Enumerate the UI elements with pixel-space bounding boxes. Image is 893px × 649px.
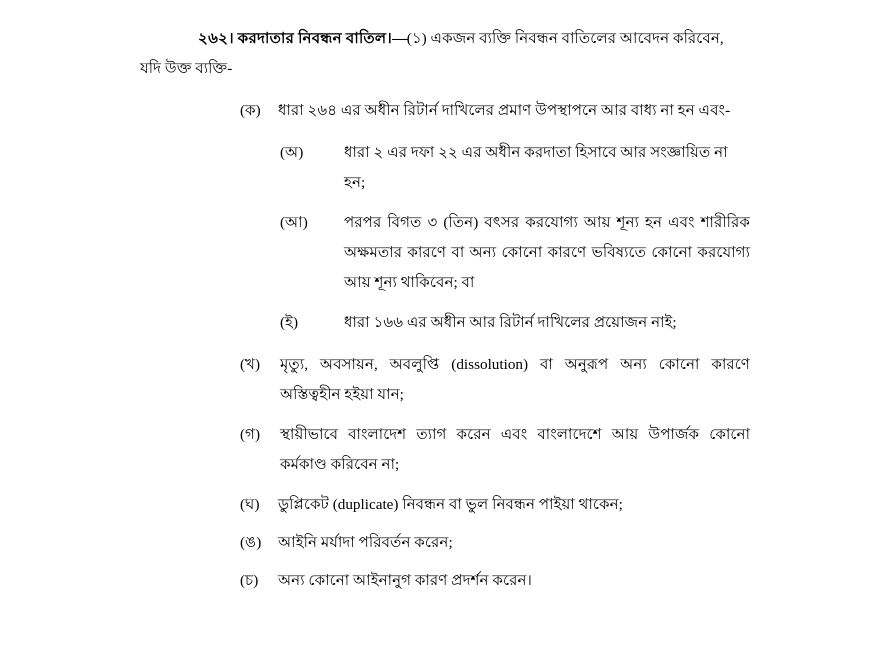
clause-line: মৃত্যু, অবসায়ন, অবলুপ্তি (dissolution) বা অনুরূপ অন্য কোনো কারণে (280, 356, 750, 373)
clause-line: অন্য কোনো আইনানুগ কারণ প্রদর্শন করেন। (278, 572, 532, 589)
lead-in-text-line1: একজন ব্যক্তি নিবন্ধন বাতিলের আবেদন করিবেন, (430, 30, 724, 47)
clause-uma (240, 528, 750, 558)
clause-kha (240, 350, 750, 410)
subsection-number: (১) (406, 30, 427, 47)
subclause-line: অক্ষমতার কারণে বা অন্য কোনো কারণে ভবিষ্যতে কোনো করযোগ্য (344, 244, 750, 261)
clause-list (140, 96, 750, 596)
clause-gha (240, 490, 750, 520)
clause-marker: (খ) (240, 356, 261, 373)
subclause-text (344, 208, 750, 298)
subclause-marker: (ই) (280, 314, 299, 331)
subclause-marker: (অ) (280, 144, 304, 161)
spacer (140, 520, 750, 528)
spacer (140, 84, 750, 96)
spacer (140, 410, 750, 420)
clause-cha (240, 566, 750, 596)
spacer (140, 480, 750, 490)
clause-text (278, 490, 750, 520)
clause-marker: (চ) (240, 572, 259, 589)
clause-line: ধারা ২৬৪ এর অধীন রিটার্ন দাখিলের প্রমাণ উপস্থাপনে আর বাধ্য না হন এবং- (278, 102, 731, 119)
clause-marker: (গ) (240, 426, 261, 443)
section-title: করদাতার নিবন্ধন বাতিল। (237, 30, 393, 47)
subclause-o (280, 138, 750, 198)
em-dash: — (392, 30, 407, 47)
clause-text (278, 566, 750, 596)
clause-line: কর্মকাণ্ড করিবেন না; (280, 456, 400, 473)
subclause-line: পরপর বিগত ৩ (তিন) বৎসর করযোগ্য আয় শূন্য হন এবং শারীরিক (344, 214, 750, 231)
section-number: ২৬২। (198, 30, 234, 47)
clause-line: স্থায়ীভাবে বাংলাদেশ ত্যাগ করেন এবং বাংলাদেশে আয় উপার্জক কোনো (280, 426, 750, 443)
clause-marker: (ক) (240, 102, 261, 119)
spacer (140, 558, 750, 566)
subclause-marker: (আ) (280, 214, 308, 231)
section-heading (140, 24, 750, 54)
subclause-text (344, 138, 750, 198)
clause-ga (240, 420, 750, 480)
spacer (140, 338, 750, 350)
clause-marker: (ঘ) (240, 496, 260, 513)
subclause-line: ধারা ১৬৬ এর অধীন আর রিটার্ন দাখিলের প্রয়োজন নাই; (344, 314, 677, 331)
document-content (140, 24, 750, 596)
clause-text (278, 96, 750, 126)
subclause-text (344, 308, 750, 338)
lead-in-text-line2: যদি উক্ত ব্যক্তি- (140, 60, 233, 77)
clause-text (280, 350, 750, 410)
spacer (140, 126, 750, 138)
subclause-line: আয় শূন্য থাকিবেন; বা (344, 274, 475, 291)
spacer (140, 298, 750, 308)
clause-ka (240, 96, 750, 126)
spacer (140, 198, 750, 208)
subclause-i (280, 308, 750, 338)
subclause-aa (280, 208, 750, 298)
clause-text (278, 528, 750, 558)
clause-line: আইনি মর্যাদা পরিবর্তন করেন; (278, 534, 453, 551)
clause-line: অস্তিত্বহীন হইয়া যান; (280, 386, 404, 403)
subclause-line: ধারা ২ এর দফা ২২ এর অধীন করদাতা হিসাবে আর সংজ্ঞায়িত না হন; (344, 144, 728, 191)
clause-line: ডুপ্লিকেট (duplicate) নিবন্ধন বা ভুল নিবন্ধন পাইয়া থাকেন; (278, 496, 623, 513)
clause-text (280, 420, 750, 480)
clause-marker: (ঙ) (240, 534, 262, 551)
